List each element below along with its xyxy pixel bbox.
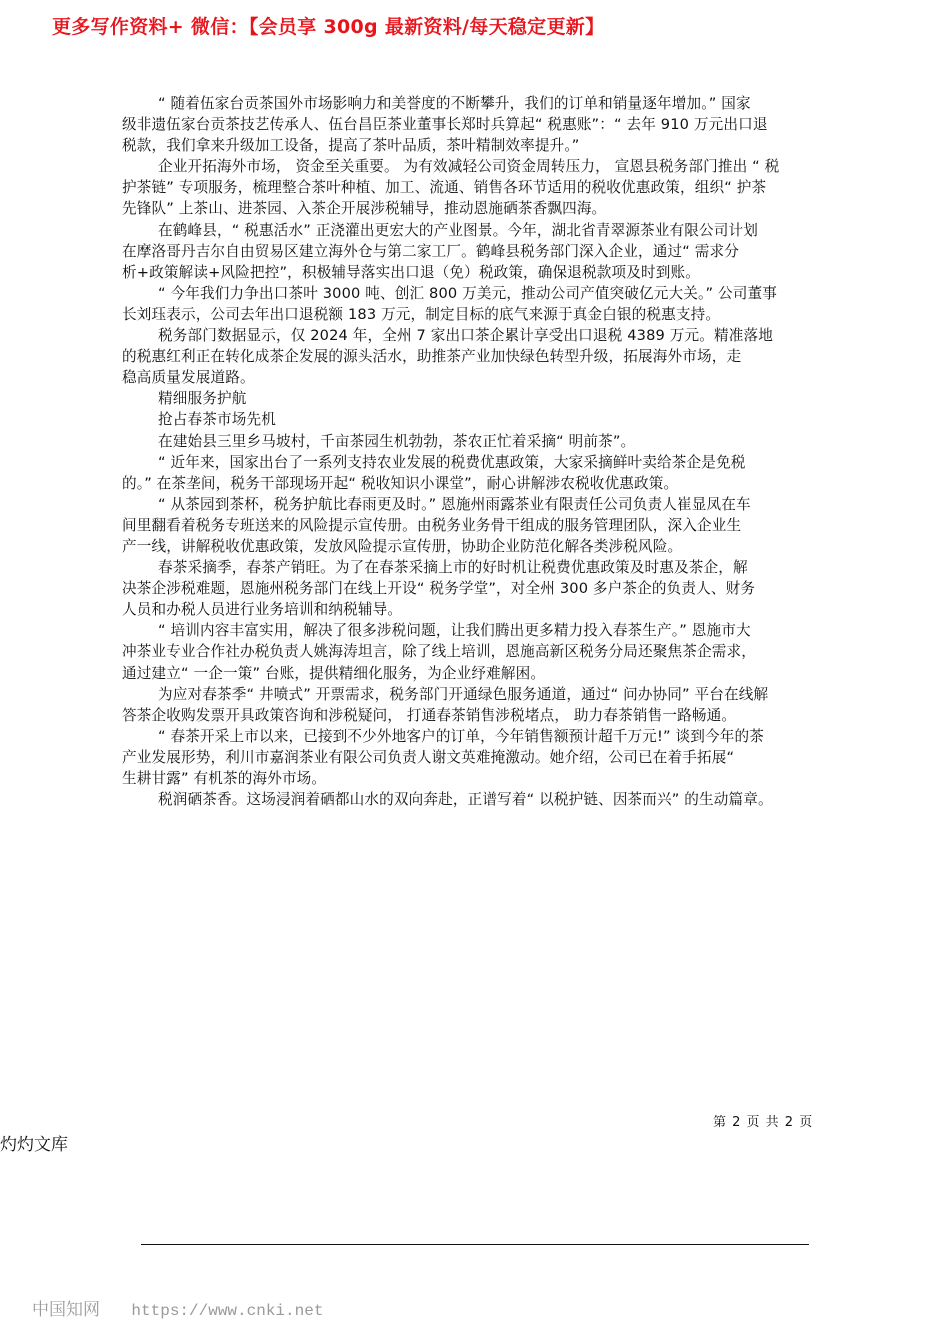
article-line: 在摩洛哥丹吉尔自由贸易区建立海外仓与第二家工厂。鹤峰县税务部门深入企业，通过“ 需求分 [122, 242, 739, 260]
article-line: 税款，我们拿来升级加工设备，提高了茶叶品质，茶叶精制效率提升。” [122, 137, 580, 155]
article-line: 在鹤峰县，“ 税惠活水” 正浇灌出更宏大的产业图景。今年，湖北省青翠源茶业有限公司计划 [158, 221, 759, 239]
article-line: 为应对春茶季“ 井喷式” 开票需求，税务部门开通绿色服务通道，通过“ 问办协同” 平台在线解 [158, 685, 769, 703]
article-line: “ 从茶园到茶杯，税务护航比春雨更及时。” 恩施州雨露茶业有限责任公司负责人崔显凤在车 [158, 495, 751, 513]
article-line: 在建始县三里乡马坡村，千亩茶园生机勃勃，茶农正忙着采摘“ 明前茶”。 [158, 432, 636, 450]
article-line: “ 培训内容丰富实用，解决了很多涉税问题，让我们腾出更多精力投入春茶生产。” 恩施市大 [158, 622, 751, 640]
article-line: 产一线，讲解税收优惠政策，发放风险提示宣传册，协助企业防范化解各类涉税风险。 [122, 537, 683, 555]
cnki-watermark [32, 1295, 323, 1320]
article-line: 产业发展形势，利川市嘉润茶业有限公司负责人谢文英难掩激动。她介绍，公司已在着手拓展“ [122, 748, 735, 766]
article-line: 的税惠红利正在转化成茶企发展的源头活水，助推茶产业加快绿色转型升级，拓展海外市场，走 [122, 348, 742, 366]
library-name: 灼灼文库 [0, 1135, 68, 1155]
article-line: 级非遗伍家台贡茶技艺传承人、伍台昌臣茶业董事长郑时兵算起“ 税惠账”：“ 去年 910 万元出口退 [122, 116, 768, 134]
article-line: “ 随着伍家台贡茶国外市场影响力和美誉度的不断攀升，我们的订单和销量逐年增加。” 国家 [158, 95, 751, 112]
cnki-url-link[interactable]: https://www.cnki.net [131, 1302, 324, 1320]
article-line: “ 近年来，国家出台了一系列支持农业发展的税费优惠政策，大家采摘鲜叶卖给茶企是免税 [158, 453, 746, 471]
section-heading: 精细服务护航 [158, 390, 247, 408]
article-line: 的。” 在茶垄间，税务干部现场开起“ 税收知识小课堂”，耐心讲解涉农税收优惠政策。 [122, 474, 679, 492]
article-line: 先锋队” 上茶山、进茶园、入茶企开展涉税辅导，推动恩施硒茶香飘四海。 [122, 200, 607, 218]
article-line: 答茶企收购发票开具政策咨询和涉税疑问， 打通春茶销售涉税堵点， 助力春茶销售一路畅通。 [122, 706, 737, 724]
article-body [122, 93, 842, 810]
article-line: 通过建立“ 一企一策” 台账，提供精细化服务，为企业纾难解困。 [122, 664, 546, 682]
article-line: 间里翻看着税务专班送来的风险提示宣传册。由税务业务骨干组成的服务管理团队，深入企业生 [122, 516, 742, 534]
article-line: 企业开拓海外市场， 资金至关重要。 为有效减轻公司资金周转压力， 宣恩县税务部门推出 “ 税 [158, 158, 780, 176]
article-line: 冲茶业专业合作社办税负责人姚海涛坦言，除了线上培训，恩施高新区税务分局还聚焦茶企需求， [122, 643, 756, 661]
article-line: 护茶链” 专项服务，梳理整合茶叶种植、加工、流通、销售各环节适用的税收优惠政策，组织“ 护茶 [122, 179, 767, 197]
article-line: 税润硒茶香。这场浸润着硒都山水的双向奔赴，正谱写着“ 以税护链、因茶而兴” 的生动篇章。 [158, 791, 773, 809]
article-line: 析+政策解读+风险把控”，积极辅导落实出口退（免）税政策，确保退税款项及时到账。 [122, 263, 700, 281]
page-number: 第 2 页 共 2 页 [713, 1115, 814, 1130]
article-line: 长刘珏表示，公司去年出口退税额 183 万元，制定目标的底气来源于真金白银的税惠支持。 [122, 305, 721, 323]
article-line: 生耕甘露” 有机茶的海外市场。 [122, 770, 327, 787]
promo-banner: 更多写作资料+ 微信：【会员享 300g 最新资料/每天稳定更新】 [52, 16, 605, 38]
article-line: 春茶采摘季，春茶产销旺。为了在春茶采摘上市的好时机让税费优惠政策及时惠及茶企，解 [158, 559, 748, 577]
footer-divider [141, 1244, 809, 1245]
article-line: “ 春茶开采上市以来，已接到不少外地客户的订单，今年销售额预计超千万元!” 谈到今年的茶 [158, 727, 765, 745]
article-line: 稳高质量发展道路。 [122, 369, 255, 387]
section-subheading: 抢占春茶市场先机 [158, 411, 276, 429]
article-line: “ 今年我们力争出口茶叶 3000 吨、创汇 800 万美元，推动公司产值突破亿元大关。” 公司董事 [158, 284, 777, 302]
article-line: 决茶企涉税难题，恩施州税务部门在线上开设“ 税务学堂”，对全州 300 多户茶企的负责人、财务 [122, 580, 756, 598]
cnki-name: 中国知网 [32, 1300, 100, 1320]
article-line: 税务部门数据显示，仅 2024 年，全州 7 家出口茶企累计享受出口退税 4389 万元。精准落地 [158, 327, 773, 345]
article-line: 人员和办税人员进行业务培训和纳税辅导。 [122, 601, 403, 619]
